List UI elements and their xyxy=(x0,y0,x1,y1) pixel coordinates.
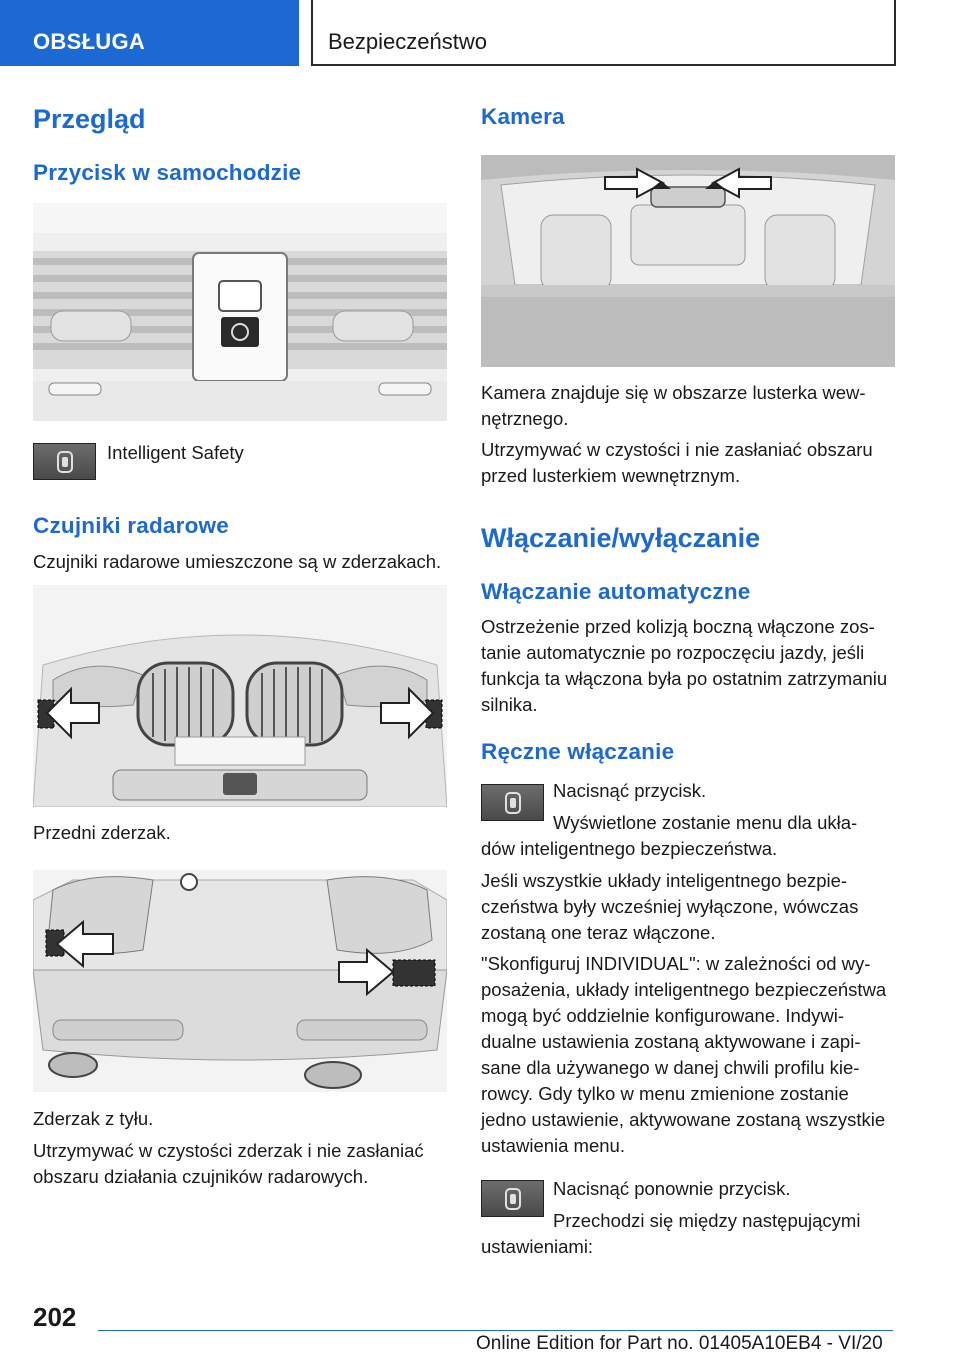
individual-text-line6: rowcy. Gdy tylko w menu zmienione zostanie xyxy=(481,1083,849,1104)
individual-text-line5: sane dla używanego w danej chwili profilu kie- xyxy=(481,1057,860,1078)
menu-text-line1: Wyświetlone zostanie menu dla ukła- xyxy=(553,812,858,833)
off-text-line1: Jeśli wszystkie układy inteligentnego bezpie- xyxy=(481,870,848,891)
menu-text-line2: dów inteligentnego bezpieczeństwa. xyxy=(481,838,778,859)
auto-text-line2: tanie automatycznie po rozpoczęciu jazdy, jeśli xyxy=(481,642,865,663)
intelligent-safety-button-icon xyxy=(33,443,96,480)
topic-header: Bezpieczeństwo xyxy=(311,0,896,66)
page-number: 202 xyxy=(33,1302,77,1332)
individual-text-line2: posażenia, układy inteligentnego bezpieczeństwa xyxy=(481,979,887,1000)
front-caption: Przedni zderzak. xyxy=(33,822,171,843)
switch-text-line2: ustawieniami: xyxy=(481,1236,594,1257)
button-subheading: Przycisk w samochodzie xyxy=(33,160,302,185)
edition-text: Online Edition for Part no. 01405A10EB4 - VI/20 xyxy=(476,1333,883,1354)
radar-text: Czujniki radarowe umieszczone są w zderzakach. xyxy=(33,551,442,572)
camera-location-illustration xyxy=(481,155,895,367)
camera-text-line1: Kamera znajduje się w obszarze lusterka wew- xyxy=(481,382,866,403)
camera-heading: Kamera xyxy=(481,104,565,129)
safety-button-icon-2 xyxy=(481,1180,544,1217)
individual-text-line3: mogą być oddzielnie konfigurowane. Indywi- xyxy=(481,1005,845,1026)
radar-heading: Czujniki radarowe xyxy=(33,513,229,538)
individual-text-line4: dualne ustawienia zostaną aktywowane i zapi- xyxy=(481,1031,861,1052)
auto-text-line1: Ostrzeżenie przed kolizją boczną włączone zos- xyxy=(481,616,875,637)
camera-text-line4: przed lusterkiem wewnętrznym. xyxy=(481,465,741,486)
rear-caption: Zderzak z tyłu. xyxy=(33,1108,154,1129)
switch-text-line1: Przechodzi się między następującymi xyxy=(553,1210,861,1231)
auto-text-line3: funkcja ta włączona była po ostatnim zatrzymaniu xyxy=(481,668,888,689)
safety-button-icon xyxy=(481,784,544,821)
rear-bumper-illustration xyxy=(33,870,447,1092)
manual-heading: Ręczne włączanie xyxy=(481,739,675,764)
auto-heading: Włączanie automatyczne xyxy=(481,579,751,604)
press-button-text: Nacisnąć przycisk. xyxy=(553,780,707,801)
off-text-line2: czeństwa były wcześniej wyłączone, wówczas xyxy=(481,896,859,917)
camera-text-line2: nętrznego. xyxy=(481,408,569,429)
front-bumper-illustration xyxy=(33,585,447,807)
off-text-line3: zostaną one teraz włączone. xyxy=(481,922,716,943)
individual-text-line1: "Skonfiguruj INDIVIDUAL": w zależności od wy- xyxy=(481,953,871,974)
care-text-line2: obszaru działania czujników radarowych. xyxy=(33,1166,369,1187)
auto-text-line4: silnika. xyxy=(481,694,538,715)
individual-text-line8: ustawienia menu. xyxy=(481,1135,625,1156)
camera-text-line3: Utrzymywać w czystości i nie zasłaniać obszaru xyxy=(481,439,873,460)
individual-text-line7: jedno ustawienie, aktywowane zostaną wszystkie xyxy=(481,1109,886,1130)
page-title: Przegląd xyxy=(33,104,146,134)
onoff-heading: Włączanie/wyłączanie xyxy=(481,523,761,553)
dashboard-button-illustration xyxy=(33,203,447,421)
footer-divider xyxy=(98,1330,893,1331)
press-again-text: Nacisnąć ponownie przycisk. xyxy=(553,1178,791,1199)
section-tab: OBSŁUGA xyxy=(0,0,299,66)
care-text-line1: Utrzymywać w czystości zderzak i nie zasłaniać xyxy=(33,1140,424,1161)
button-label: Intelligent Safety xyxy=(107,442,244,463)
